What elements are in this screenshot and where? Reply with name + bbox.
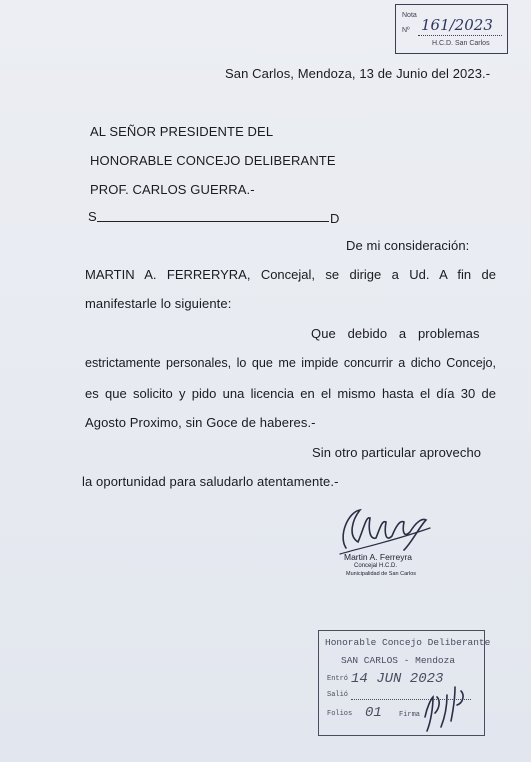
addressee-line-1: AL SEÑOR PRESIDENTE DEL	[90, 124, 274, 139]
body-paragraph-2-line-2: estrictamente personales, lo que me impide concurrir a dicho Concejo,	[85, 356, 496, 370]
reception-firma-label: Firma	[399, 711, 421, 719]
stamp-nota-label: Nota	[402, 12, 417, 19]
reception-entro-label: Entró	[327, 675, 349, 683]
body-paragraph-2-line-3: es que solicito y pido una licencia en el mismo hasta el día 30 de	[85, 386, 496, 401]
reception-salio-label: Salió	[327, 691, 349, 699]
reception-handwritten-initials	[411, 677, 481, 735]
reception-folios-value: 01	[365, 705, 382, 721]
signature-name: Martin A. Ferreyra	[344, 552, 413, 562]
reception-stamp-title: Honorable Concejo Deliberante	[325, 637, 491, 648]
reception-folios-label: Folios	[327, 710, 353, 718]
signature-role: Concejal H.C.D.	[354, 563, 398, 569]
stamp-dotted-line	[418, 35, 502, 36]
reception-stamp-city: SAN CARLOS - Mendoza	[341, 655, 456, 666]
reception-entro-date: 14 JUN 2023	[351, 671, 444, 687]
stamp-handwritten-number: 161/2023	[421, 16, 493, 34]
salutation-d: D	[330, 211, 340, 226]
salutation-underline	[97, 221, 329, 222]
stamp-number-label: Nº	[402, 27, 410, 34]
body-closing-line-2: la oportunidad para saludarlo atentamente.-	[82, 474, 339, 489]
stamp-office: H.C.D. San Carlos	[432, 40, 490, 47]
salutation-s: S	[88, 209, 97, 224]
addressee-line-3: PROF. CARLOS GUERRA.-	[90, 182, 255, 197]
addressee-line-2: HONORABLE CONCEJO DELIBERANTE	[90, 153, 336, 168]
body-closing-line-1: Sin otro particular aprovecho	[312, 445, 482, 460]
body-paragraph-2-line-1: Que debido a problemas	[311, 326, 480, 341]
greeting: De mi consideración:	[346, 238, 470, 253]
body-paragraph-1-line-2: manifestarle lo siguiente:	[85, 296, 232, 311]
registration-stamp	[395, 4, 508, 54]
reception-stamp	[318, 630, 491, 736]
date-line: San Carlos, Mendoza, 13 de Junio del 2023.-	[225, 66, 491, 81]
body-paragraph-1-line-1: MARTIN A. FERRERYRA, Concejal, se dirige a Ud. A fin de	[85, 267, 496, 282]
signature-office: Municipalidad de San Carlos	[346, 571, 417, 577]
body-paragraph-2-line-4: Agosto Proximo, sin Goce de haberes.-	[85, 415, 316, 430]
